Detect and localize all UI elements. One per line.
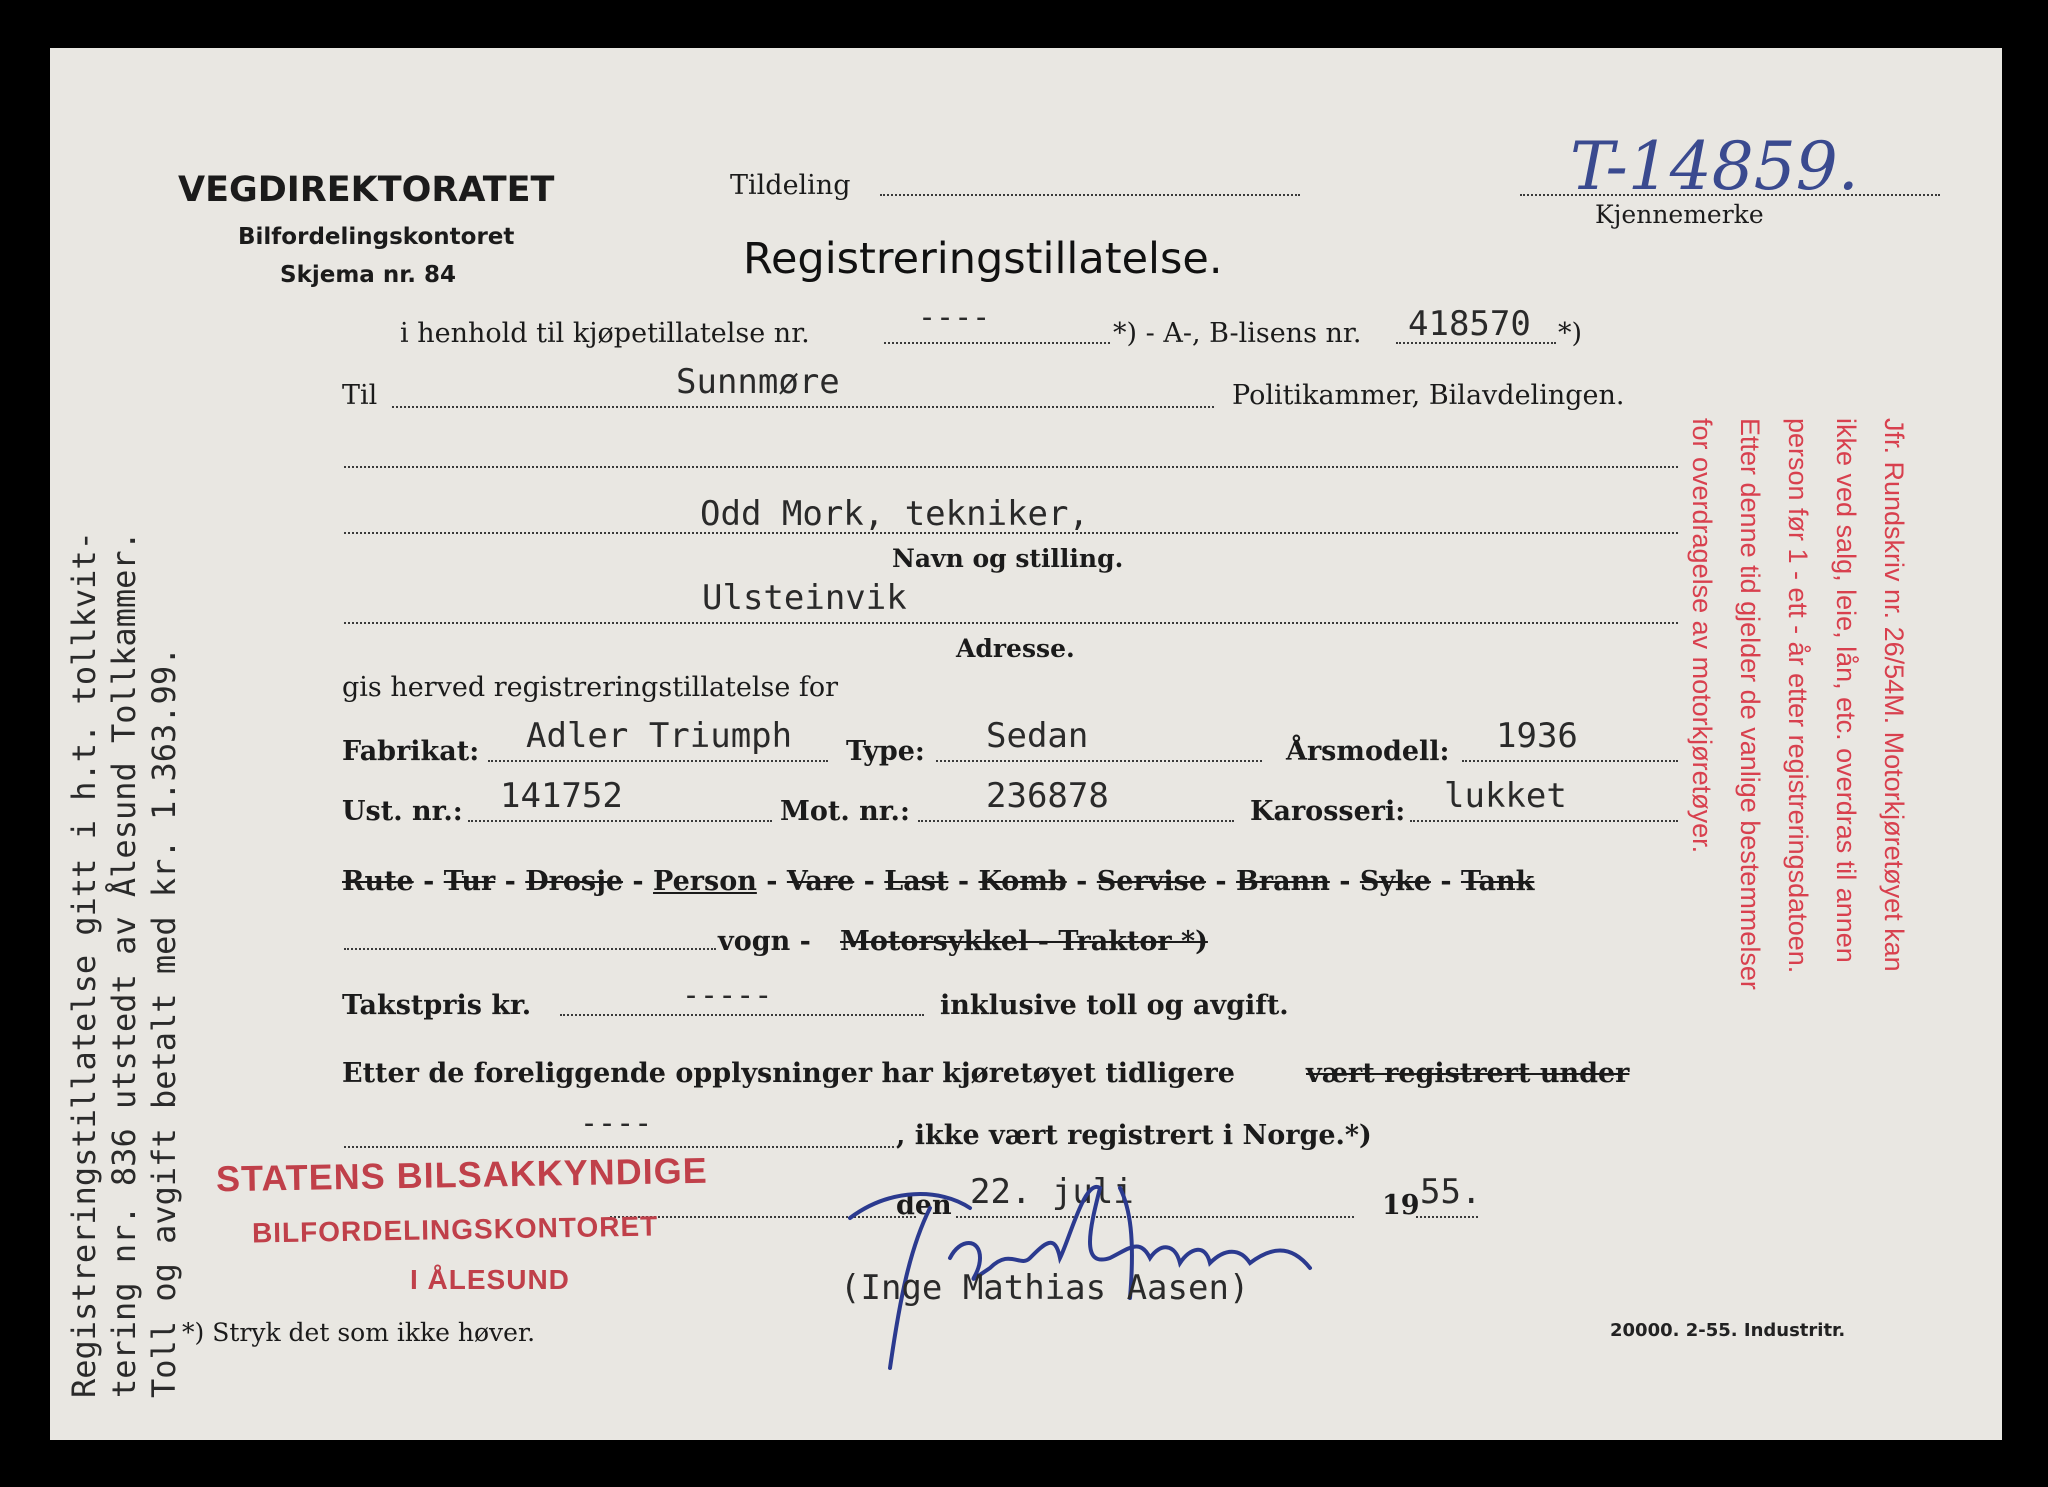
org-name: VEGDIREKTORATET <box>178 170 555 210</box>
vogn-label: vogn - <box>718 926 811 957</box>
b-lisens-suffix: *) <box>1558 318 1583 349</box>
footnote: *) Stryk det som ikke høver. <box>182 1318 536 1347</box>
history-struck: vært registrert under <box>1306 1058 1630 1089</box>
stamp-line3: I ÅLESUND <box>410 1264 570 1295</box>
takstpris-value: ----- <box>682 978 773 1013</box>
year-value: 55. <box>1420 1172 1482 1212</box>
plate-line <box>1520 194 1940 196</box>
takstpris-line <box>560 1014 924 1016</box>
grant-text: gis herved registreringstillatelse for <box>342 672 839 703</box>
category-drosje: Drosje <box>525 866 624 897</box>
red-note-line4: Etter denne tid gjelder de vanlige bestemmelser <box>1735 418 1765 990</box>
plate-number: T-14859. <box>1570 128 1859 205</box>
b-lisens-label: *) - A-, B-lisens nr. <box>1113 318 1362 349</box>
blank-line <box>344 466 1678 468</box>
history-value-line <box>344 1146 894 1148</box>
red-note-line1: Jfr. Rundskriv nr. 26/54M. Motorkjøretøyet kan <box>1879 418 1909 972</box>
office-name: Bilfordelingskontoret <box>238 224 515 250</box>
history-suffix: , ikke vært registrert i Norge.*) <box>896 1120 1372 1151</box>
name-label: Navn og stilling. <box>892 544 1124 573</box>
red-note <box>1678 418 1918 990</box>
form-number: Skjema nr. 84 <box>280 262 457 288</box>
category-tank: Tank <box>1460 866 1535 897</box>
kjope-label: i henhold til kjøpetillatelse nr. <box>400 318 810 349</box>
mot-value: 236878 <box>986 776 1109 816</box>
stamp-line1: STATENS BILSAKKYNDIGE <box>215 1149 709 1200</box>
side-note-line2: tering nr. 836 utstedt av Ålesund Tollkammer. <box>105 531 143 1398</box>
fabrikat-label: Fabrikat: <box>342 736 480 767</box>
type-value: Sedan <box>986 716 1089 756</box>
fabrikat-line <box>488 760 828 762</box>
til-label: Til <box>342 380 378 411</box>
date-value: 22. juli <box>970 1172 1134 1212</box>
karosseri-value: lukket <box>1444 776 1567 816</box>
tildeling-label: Tildeling <box>730 170 851 201</box>
category-tur: Tur <box>443 866 496 897</box>
red-note-line5: for overdragelse av motorkjøretøyer. <box>1687 418 1717 854</box>
owner-address: Ulsteinvik <box>702 578 907 618</box>
side-note-line3: Toll og avgift betalt med kr. 1.363.99. <box>145 646 183 1398</box>
arsmodell-label: Årsmodell: <box>1286 736 1450 767</box>
category-servise: Servise <box>1096 866 1207 897</box>
type-line <box>936 760 1262 762</box>
den-label: den <box>896 1190 952 1221</box>
type-label: Type: <box>846 736 925 767</box>
b-lisens-value: 418570 <box>1408 304 1531 344</box>
stamp-line2: BILFORDELINGSKONTORET <box>251 1210 659 1249</box>
red-note-line2: ikke ved salg, leie, lån, etc. overdras til annen <box>1831 418 1861 963</box>
vogn-line <box>344 948 716 950</box>
history-value: ---- <box>580 1106 653 1141</box>
address-line <box>344 622 1678 624</box>
year-line <box>1416 1216 1478 1218</box>
side-note-line1: Registreringstillatelse gitt i h.t. tollkvit- <box>65 531 103 1398</box>
ust-value: 141752 <box>500 776 623 816</box>
karosseri-line <box>1410 820 1678 822</box>
category-rute: Rute <box>342 866 414 897</box>
handwritten-signature <box>830 1148 1350 1378</box>
mot-label: Mot. nr.: <box>780 796 910 827</box>
category-vare: Vare <box>786 866 855 897</box>
category-komb: Komb <box>978 866 1067 897</box>
category-syke: Syke <box>1359 866 1431 897</box>
takstpris-suffix: inklusive toll og avgift. <box>940 990 1289 1021</box>
address-label: Adresse. <box>956 634 1075 663</box>
category-last: Last <box>884 866 949 897</box>
page-title: Registreringstillatelse. <box>743 234 1223 284</box>
category-person: Person <box>653 866 757 897</box>
side-note <box>64 531 184 1398</box>
history-line: Etter de foreliggende opplysninger har kjøretøyet tidligere <box>342 1058 1235 1089</box>
mot-line <box>918 820 1234 822</box>
karosseri-label: Karosseri: <box>1250 796 1406 827</box>
vogn-struck: Motorsykkel - Traktor *) <box>840 926 1208 957</box>
kjope-value: ---- <box>918 300 991 335</box>
fabrikat-value: Adler Triumph <box>526 716 793 756</box>
arsmodell-value: 1936 <box>1496 716 1578 756</box>
til-suffix: Politikammer, Bilavdelingen. <box>1232 380 1625 411</box>
ust-label: Ust. nr.: <box>342 796 463 827</box>
signer-name: (Inge Mathias Aasen) <box>840 1268 1250 1308</box>
year-prefix: 19 <box>1382 1190 1420 1221</box>
red-note-line3: person før 1 - ett - år etter registreringsdatoen. <box>1783 418 1813 974</box>
category-row: Rute - Tur - Drosje - Person - Vare - Last - Komb - Servise - Brann - Syke - Tank <box>342 866 1535 897</box>
ust-line <box>468 820 772 822</box>
til-value: Sunnmøre <box>676 362 840 402</box>
arsmodell-line <box>1462 760 1678 762</box>
printer-mark: 20000. 2-55. Industritr. <box>1610 1320 1846 1341</box>
category-brann: Brann <box>1236 866 1330 897</box>
registration-permit-document <box>50 48 2002 1440</box>
kjope-line <box>884 342 1110 344</box>
owner-name: Odd Mork, tekniker, <box>700 494 1089 534</box>
til-line <box>392 406 1214 408</box>
plate-label: Kjennemerke <box>1595 200 1764 229</box>
takstpris-label: Takstpris kr. <box>342 990 532 1021</box>
tildeling-line <box>880 194 1300 196</box>
